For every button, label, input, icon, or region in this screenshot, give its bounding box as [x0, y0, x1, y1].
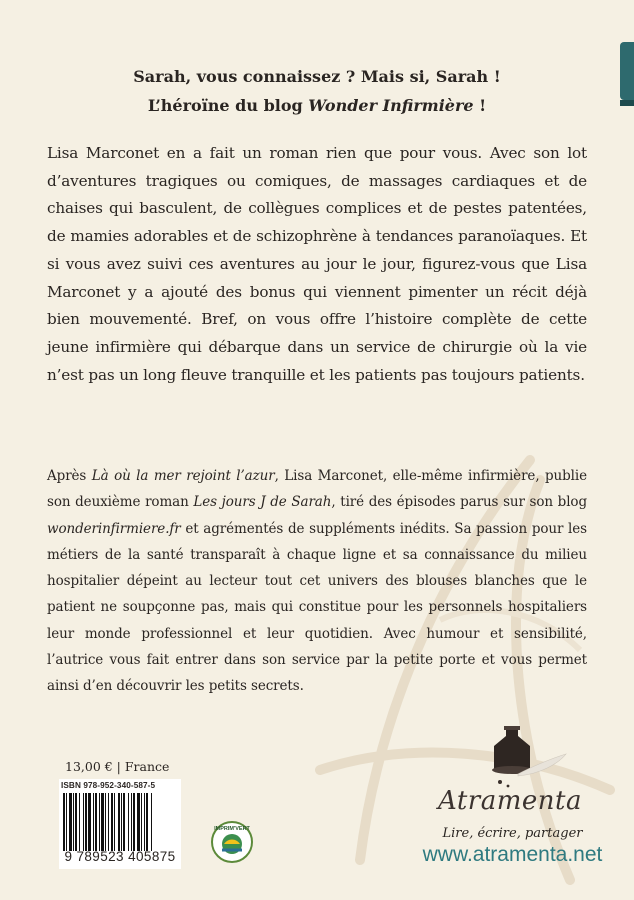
isbn-label: ISBN 978-952-340-587-5 — [61, 781, 156, 790]
barcode-bar — [73, 793, 74, 851]
barcode-bar — [75, 793, 77, 851]
barcode-bar — [93, 793, 94, 851]
barcode-bar — [111, 793, 113, 851]
book-title-2: Les jours J de Sarah — [193, 494, 332, 511]
barcode-bar — [101, 793, 104, 851]
book-title-1: Là où la mer rejoint l’azur — [91, 468, 275, 484]
barcode — [59, 779, 181, 869]
imprim-vert-logo — [210, 820, 254, 864]
barcode-bar — [83, 793, 84, 851]
inkwell-quill-icon — [478, 724, 568, 794]
headline-line-1: Sarah, vous connaissez ? Mais si, Sarah ! — [133, 67, 501, 86]
barcode-bar — [141, 793, 142, 851]
isbn-digits: 9 789523 405875 — [64, 849, 176, 864]
barcode-bars — [63, 793, 177, 851]
barcode-bar — [108, 793, 109, 851]
barcode-bar — [123, 793, 125, 851]
headline — [0, 62, 634, 120]
price: 13,00 € | France — [65, 759, 170, 774]
barcode-bar — [105, 793, 106, 851]
barcode-bar — [99, 793, 100, 851]
barcode-bar — [63, 793, 65, 851]
publisher-tagline: Lire, écrire, partager — [442, 826, 583, 841]
blog-url: wonderinfirmiere.fr — [47, 520, 181, 537]
barcode-bar — [95, 793, 97, 851]
barcode-bar — [69, 793, 72, 851]
barcode-bar — [137, 793, 140, 851]
barcode-bar — [144, 793, 145, 851]
barcode-bar — [114, 793, 115, 851]
publisher-website[interactable]: www.atramenta.net — [422, 843, 603, 866]
author-paragraph: Après Là où la mer rejoint l’azur, Lisa Marconet, elle-même infirmière, publie son deuxième roman Les jours J de Sarah, tiré des épisodes parus sur son blog wonderinfirmiere.fr et agrémentés de suppléments inédits. Sa passion pour les métiers de la santé transparaît à chaque ligne et sa connaissance du milieu hospitalier dépeint au lecteur tout cet univers des blouses blanches que le patient ne soupçonne pas, mais qui constitue pour les personnels hospitaliers leur monde professionnel et leur quotidien. Avec humour et sensibilité, l’autrice vous fait entrer dans son service par la petite porte et vous permet ainsi d’en découvrir les petits secrets. — [47, 468, 588, 695]
barcode-bar — [151, 793, 152, 851]
publisher-name: Atramenta — [438, 786, 582, 816]
barcode-bar — [128, 793, 129, 851]
imprim-vert-logo-text: IMPRIM'VERT — [214, 826, 250, 832]
blog-title: Wonder Infirmière — [308, 96, 474, 115]
barcode-bar — [79, 793, 80, 851]
barcode-bar — [88, 793, 91, 851]
barcode-bar — [146, 793, 148, 851]
blurb-paragraph: Lisa Marconet en a fait un roman rien que pour vous. Avec son lot d’aventures tragiques ou comiques, de massages cardiaques et de chaises qui basculent, de collègues complices et de pestes patentées, de mamies adorables et de schizophrène à tendances paranoïaques. Et si vous avez suivi ces aventures au jour le jour, figurez-vous que Lisa Marconet y a ajouté des bonus qui viennent pimenter un récit déjà bien mouvementé. Bref, on vous offre l’histoire complète de cette jeune infirmière qui débarque dans un service de chirurgie où la vie n’est pas un long fleuve tranquille et les patients pas toujours patients. — [47, 144, 587, 384]
barcode-bar — [118, 793, 120, 851]
barcode-bar — [85, 793, 87, 851]
barcode-bar — [66, 793, 67, 851]
barcode-bar — [133, 793, 135, 851]
headline-line-2: L’héroïne du blog Wonder Infirmière ! — [147, 96, 487, 115]
barcode-bar — [131, 793, 132, 851]
barcode-bar — [121, 793, 122, 851]
